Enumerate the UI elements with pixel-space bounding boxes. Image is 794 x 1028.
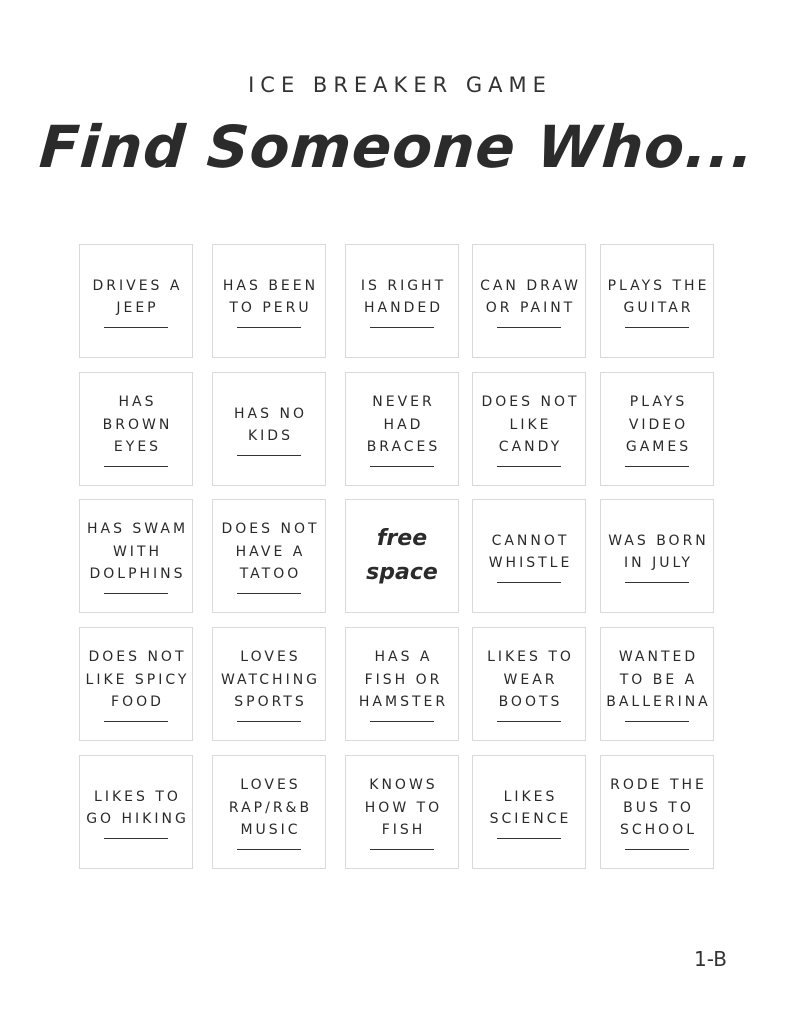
bingo-cell[interactable]: [79, 755, 193, 869]
signature-line: [104, 466, 168, 467]
bingo-cell[interactable]: [212, 372, 326, 486]
cell-label: WANTED TO BE A BALLERINA: [606, 649, 711, 711]
bingo-cell[interactable]: [472, 244, 586, 358]
signature-line: [104, 327, 168, 328]
cell-label: PLAYS VIDEO GAMES: [625, 394, 692, 456]
signature-line: [370, 849, 434, 850]
cell-label: LIKES SCIENCE: [489, 788, 572, 827]
bingo-cell[interactable]: [600, 499, 714, 613]
free-space-cell[interactable]: [345, 499, 459, 613]
cell-label: HAS SWAM WITH DOLPHINS: [86, 521, 189, 583]
bingo-cell[interactable]: [79, 372, 193, 486]
cell-label: LIKES TO GO HIKING: [86, 788, 189, 827]
page-title: Find Someone Who...: [37, 113, 757, 181]
signature-line: [497, 582, 561, 583]
bingo-cell[interactable]: [472, 755, 586, 869]
signature-line: [497, 466, 561, 467]
signature-line: [370, 327, 434, 328]
bingo-cell[interactable]: [79, 499, 193, 613]
cell-label: HAS A FISH OR HAMSTER: [358, 649, 449, 711]
bingo-cell[interactable]: [212, 244, 326, 358]
cell-label: DOES NOT HAVE A TATOO: [221, 521, 320, 583]
bingo-cell[interactable]: [212, 755, 326, 869]
signature-line: [625, 466, 689, 467]
bingo-cell[interactable]: [345, 755, 459, 869]
bingo-cell[interactable]: [472, 627, 586, 741]
signature-line: [237, 721, 301, 722]
cell-label: HAS BROWN EYES: [102, 394, 173, 456]
signature-line: [104, 721, 168, 722]
bingo-cell[interactable]: [345, 627, 459, 741]
cell-label: LOVES RAP/R&B MUSIC: [228, 777, 313, 839]
cell-label: PLAYS THE GUITAR: [607, 277, 710, 316]
signature-line: [625, 327, 689, 328]
cell-label: WAS BORN IN JULY: [608, 532, 709, 571]
signature-line: [237, 593, 301, 594]
cell-label: DOES NOT LIKE SPICY FOOD: [85, 649, 190, 711]
signature-line: [237, 849, 301, 850]
cell-label: NEVER HAD BRACES: [366, 394, 441, 456]
signature-line: [104, 838, 168, 839]
free-space-label: free space: [366, 526, 438, 585]
signature-line: [625, 849, 689, 850]
cell-label: RODE THE BUS TO SCHOOL: [610, 777, 707, 839]
subtitle: ICE BREAKER GAME: [248, 73, 552, 97]
bingo-grid: [79, 244, 715, 869]
cell-label: KNOWS HOW TO FISH: [364, 777, 443, 839]
bingo-cell[interactable]: [345, 244, 459, 358]
bingo-cell[interactable]: [600, 244, 714, 358]
bingo-cell[interactable]: [600, 372, 714, 486]
cell-label: LIKES TO WEAR BOOTS: [487, 649, 574, 711]
cell-label: HAS NO KIDS: [234, 405, 307, 444]
cell-label: DOES NOT LIKE CANDY: [481, 394, 580, 456]
signature-line: [497, 327, 561, 328]
signature-line: [625, 721, 689, 722]
bingo-cell[interactable]: [79, 627, 193, 741]
signature-line: [497, 838, 561, 839]
cell-label: HAS BEEN TO PERU: [222, 277, 319, 316]
signature-line: [370, 721, 434, 722]
signature-line: [625, 582, 689, 583]
bingo-cell[interactable]: [472, 499, 586, 613]
signature-line: [104, 593, 168, 594]
bingo-cell[interactable]: [212, 627, 326, 741]
bingo-cell[interactable]: [600, 627, 714, 741]
bingo-cell[interactable]: [212, 499, 326, 613]
cell-label: CANNOT WHISTLE: [488, 532, 573, 571]
signature-line: [237, 455, 301, 456]
signature-line: [370, 466, 434, 467]
cell-label: LOVES WATCHING SPORTS: [220, 649, 321, 711]
cell-label: CAN DRAW OR PAINT: [480, 277, 581, 316]
cell-label: DRIVES A JEEP: [92, 277, 183, 316]
bingo-cell[interactable]: [472, 372, 586, 486]
signature-line: [497, 721, 561, 722]
bingo-cell[interactable]: [600, 755, 714, 869]
signature-line: [237, 327, 301, 328]
cell-label: IS RIGHT HANDED: [360, 277, 447, 316]
bingo-cell[interactable]: [79, 244, 193, 358]
bingo-cell[interactable]: [345, 372, 459, 486]
page-code: 1-B: [694, 947, 727, 971]
